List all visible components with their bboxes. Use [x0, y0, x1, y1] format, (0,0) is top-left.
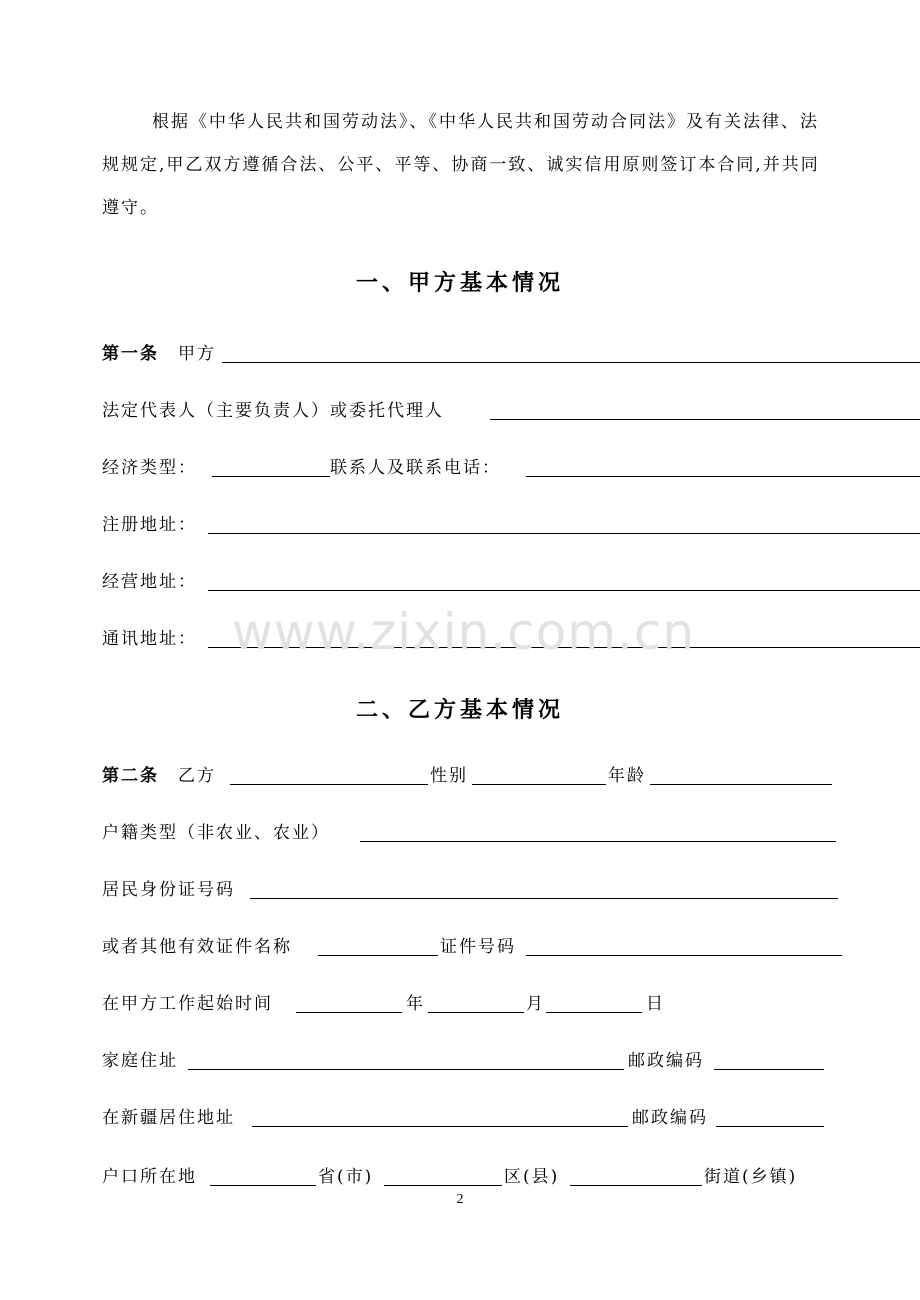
xj-postcode-field[interactable]: [716, 1126, 824, 1127]
start-month-field[interactable]: [428, 1012, 524, 1013]
day-label: 日: [646, 994, 665, 1014]
econ-type-field[interactable]: [212, 476, 330, 477]
age-label: 年龄: [608, 766, 646, 786]
biz-addr-field[interactable]: [208, 590, 920, 591]
id-number-field[interactable]: [250, 898, 838, 899]
hukou-loc-label: 户口所在地: [102, 1167, 197, 1187]
reg-addr-field[interactable]: [208, 533, 920, 534]
contact-label: 联系人及联系电话：: [330, 458, 501, 478]
section-1-heading: 一、甲方基本情况: [355, 270, 564, 296]
start-year-field[interactable]: [296, 1012, 402, 1013]
id-number-label: 居民身份证号码: [102, 880, 235, 900]
preamble-paragraph: [102, 101, 824, 230]
gender-field[interactable]: [472, 784, 606, 785]
party-a-field[interactable]: [222, 362, 920, 363]
biz-addr-label: 经营地址：: [102, 572, 197, 592]
month-label: 月: [526, 994, 545, 1014]
home-addr-field[interactable]: [188, 1069, 624, 1070]
legal-rep-label: 法定代表人（主要负责人）或委托代理人: [102, 401, 444, 421]
province-label: 省(市): [318, 1167, 374, 1187]
xj-addr-label: 在新疆居住地址: [102, 1108, 235, 1128]
party-b-field[interactable]: [230, 784, 428, 785]
year-label: 年: [406, 994, 425, 1014]
home-postcode-label: 邮政编码: [628, 1051, 704, 1071]
start-time-label: 在甲方工作起始时间: [102, 994, 273, 1014]
start-day-field[interactable]: [546, 1012, 642, 1013]
article-1-label: 第一条: [102, 344, 159, 364]
hukou-type-field[interactable]: [360, 841, 836, 842]
watermark: www.zixin.com.cn: [232, 603, 696, 661]
home-addr-label: 家庭住址: [102, 1051, 178, 1071]
other-id-name-label: 或者其他有效证件名称: [102, 937, 292, 957]
article-2-label: 第二条: [102, 766, 159, 786]
gender-label: 性别: [430, 766, 468, 786]
party-b-label: 乙方: [178, 766, 216, 786]
contact-field[interactable]: [526, 476, 920, 477]
mail-addr-label: 通讯地址：: [102, 629, 197, 649]
province-field[interactable]: [210, 1185, 316, 1186]
legal-rep-field[interactable]: [490, 419, 920, 420]
district-field[interactable]: [384, 1185, 502, 1186]
reg-addr-label: 注册地址：: [102, 515, 197, 535]
home-postcode-field[interactable]: [714, 1069, 824, 1070]
age-field[interactable]: [650, 784, 832, 785]
cert-number-field[interactable]: [526, 955, 842, 956]
street-field[interactable]: [570, 1185, 702, 1186]
party-a-label: 甲方: [178, 344, 216, 364]
hukou-type-label: 户籍类型（非农业、农业）: [102, 823, 330, 843]
other-id-name-field[interactable]: [318, 955, 438, 956]
street-label: 街道(乡镇): [704, 1167, 798, 1187]
section-2-heading: 二、乙方基本情况: [355, 697, 564, 723]
xj-addr-field[interactable]: [252, 1126, 628, 1127]
preamble-text: 根据《中华人民共和国劳动法》、《中华人民共和国劳动合同法》及有关法律、法规规定,甲乙双方遵循合法、公平、平等、协商一致、诚实信用原则签订本合同,并共同遵守。: [102, 112, 820, 218]
econ-type-label: 经济类型：: [102, 458, 197, 478]
page-number: 2: [456, 1192, 464, 1207]
cert-number-label: 证件号码: [440, 937, 516, 957]
district-label: 区(县): [504, 1167, 560, 1187]
xj-postcode-label: 邮政编码: [632, 1108, 708, 1128]
